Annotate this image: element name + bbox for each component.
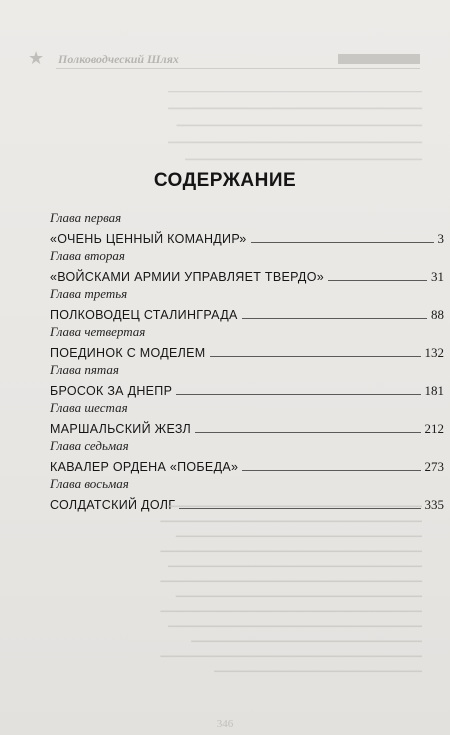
running-title: Полководческий Шлях	[58, 52, 179, 66]
dot-leader	[210, 344, 421, 357]
page-number: 335	[424, 497, 444, 512]
chapter-line	[50, 230, 444, 248]
page-number: 3	[437, 231, 444, 246]
chapter-title: БРОСОК ЗА ДНЕПР	[50, 384, 173, 398]
chapter-title: ПОЕДИНОК С МОДЕЛЕМ	[50, 346, 206, 360]
chapter-line	[50, 306, 444, 324]
toc-entry[interactable]	[50, 438, 444, 476]
page-title: СОДЕРЖАНИЕ	[153, 170, 297, 191]
toc-entry[interactable]	[50, 362, 444, 400]
page-number: 181	[424, 383, 444, 398]
toc-entry[interactable]	[50, 400, 444, 438]
dot-leader	[242, 306, 427, 319]
dot-leader	[251, 230, 434, 243]
chapter-title: «ВОЙСКАМИ АРМИИ УПРАВЛЯЕТ ТВЕРДО»	[50, 270, 324, 284]
page-folio: 346	[216, 718, 234, 730]
chapter-label: Глава пятая	[50, 362, 119, 377]
chapter-line	[50, 420, 444, 438]
chapter-title: МАРШАЛЬСКИЙ ЖЕЗЛ	[50, 422, 192, 436]
page-number: 273	[424, 459, 444, 474]
chapter-line	[50, 382, 444, 400]
chapter-label: Глава восьмая	[50, 476, 129, 491]
header-bar	[338, 54, 420, 64]
chapter-label: Глава третья	[50, 286, 128, 301]
dot-leader	[176, 382, 420, 395]
toc-entry[interactable]	[50, 248, 444, 286]
chapter-title: КАВАЛЕР ОРДЕНА «ПОБЕДА»	[50, 460, 239, 474]
chapter-line	[50, 344, 444, 362]
chapter-title: ПОЛКОВОДЕЦ СТАЛИНГРАДА	[50, 308, 238, 322]
page-number: 132	[424, 345, 444, 360]
page-number: 88	[431, 307, 444, 322]
dot-leader	[242, 458, 420, 471]
chapter-title: СОЛДАТСКИЙ ДОЛГ	[50, 498, 176, 512]
toc-entry[interactable]	[50, 324, 444, 362]
page-number: 31	[431, 269, 444, 284]
show-through-text: ▔▔▔▔▔▔▔▔▔▔▔▔▔▔▔▔▔▔▔▔▔▔▔▔▔▔▔▔▔▔ ▔▔▔▔▔▔▔▔▔▔▔▔▔▔▔▔▔▔▔▔▔▔▔▔▔▔▔▔▔▔ ▔▔▔▔▔▔▔▔▔▔▔▔▔▔▔▔▔▔▔▔▔▔▔▔▔▔▔▔▔ ▔▔▔▔▔▔▔▔▔▔▔▔▔▔▔▔▔▔▔▔▔▔▔▔▔▔▔▔▔▔ ▔▔▔▔▔▔▔▔▔▔▔▔▔▔▔▔▔▔▔▔▔▔▔▔▔▔▔▔	[168, 92, 422, 172]
chapter-label: Глава седьмая	[50, 438, 129, 453]
chapter-title: «ОЧЕНЬ ЦЕННЫЙ КОМАНДИР»	[50, 232, 247, 246]
dot-leader	[195, 420, 420, 433]
show-through-notes: ▔▔▔▔▔▔▔▔▔▔▔▔▔▔▔▔▔▔▔▔▔▔▔▔▔▔▔▔▔▔▔▔▔ ▔▔▔▔▔▔▔▔▔▔▔▔▔▔▔▔▔▔▔▔▔▔▔▔▔▔▔▔▔▔▔▔▔▔ ▔▔▔▔▔▔▔▔▔▔▔▔▔▔▔▔▔▔▔▔▔▔▔▔▔▔▔▔▔▔▔▔ ▔▔▔▔▔▔▔▔▔▔▔▔▔▔▔▔▔▔▔▔▔▔▔▔▔▔▔▔▔▔▔▔▔▔ ▔▔▔▔▔▔▔▔▔▔▔▔▔▔▔▔▔▔▔▔▔▔▔▔▔▔▔▔▔▔▔▔▔ ▔▔▔▔▔▔▔▔▔▔▔▔▔▔▔▔▔▔▔▔▔▔▔▔▔▔▔▔▔▔▔▔▔▔ ▔▔▔▔▔▔▔▔▔▔▔▔▔▔▔▔▔▔▔▔▔▔▔▔▔▔▔▔▔▔▔▔ ▔▔▔▔▔▔▔▔▔▔▔▔▔▔▔▔▔▔▔▔▔▔▔▔▔▔▔▔▔▔▔▔▔▔ ▔▔▔▔▔▔▔▔▔▔▔▔▔▔▔▔▔▔▔▔▔▔▔▔▔▔▔▔▔▔▔▔▔ ▔▔▔▔▔▔▔▔▔▔▔▔▔▔▔▔▔▔▔▔▔▔▔▔▔▔▔▔▔▔ ▔▔▔▔▔▔▔▔▔▔▔▔▔▔▔▔▔▔▔▔▔▔▔▔▔▔▔▔▔▔▔▔▔▔ ▔▔▔▔▔▔▔▔▔▔▔▔▔▔▔▔▔▔▔▔▔▔▔▔▔▔▔	[160, 507, 422, 683]
chapter-label: Глава вторая	[50, 248, 125, 263]
chapter-label: Глава шестая	[50, 400, 128, 415]
toc-entry[interactable]	[50, 210, 444, 248]
chapter-label: Глава четвертая	[50, 324, 146, 339]
chapter-line	[50, 458, 444, 476]
chapter-label: Глава первая	[50, 210, 122, 225]
header-rule	[56, 68, 420, 69]
running-header	[28, 44, 420, 74]
star-icon: ★	[28, 48, 45, 68]
toc-entry[interactable]	[50, 286, 444, 324]
chapter-line	[50, 268, 444, 286]
page-number: 212	[424, 421, 444, 436]
dot-leader	[328, 268, 427, 281]
table-of-contents	[50, 210, 444, 514]
